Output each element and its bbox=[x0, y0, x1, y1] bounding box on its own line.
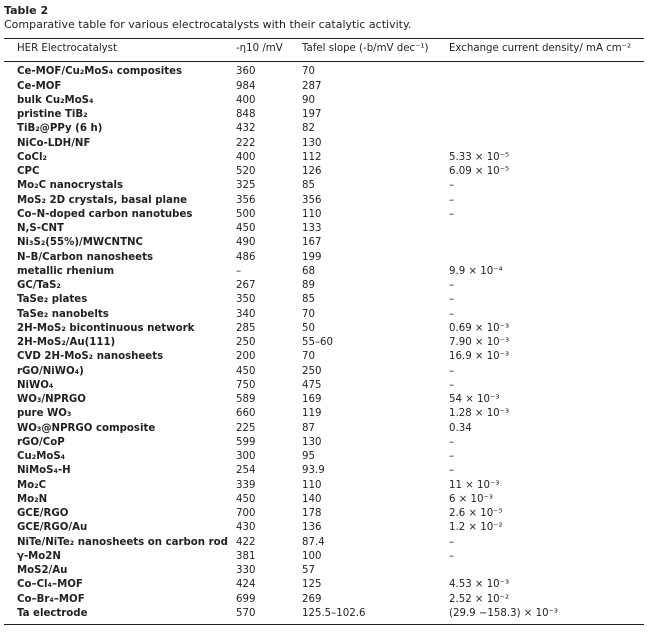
cell-catalyst: GCE/RGO/Au bbox=[17, 522, 88, 534]
cell-exchange-current bbox=[449, 108, 644, 122]
cell-catalyst: Ce-MOF/Cu₂MoS₄ composites bbox=[17, 66, 183, 78]
cell-exchange-current: – bbox=[449, 208, 455, 220]
cell-catalyst: Cu₂MoS₄ bbox=[17, 451, 66, 462]
cell-tafel-slope: 90 bbox=[302, 94, 315, 106]
table-row bbox=[4, 308, 644, 322]
cell-overpotential: 500 bbox=[236, 208, 256, 220]
cell-catalyst: N,S-CNT bbox=[17, 223, 64, 234]
cell-catalyst: TaSe₂ plates bbox=[17, 294, 88, 306]
cell-catalyst: CoCl₂ bbox=[17, 151, 47, 163]
cell-tafel-slope: 112 bbox=[302, 151, 322, 163]
cell-tafel-slope: 87.4 bbox=[302, 536, 325, 548]
cell-exchange-current: – bbox=[449, 451, 455, 462]
cell-exchange-current bbox=[449, 62, 644, 80]
cell-tafel-slope: 110 bbox=[302, 208, 322, 220]
cell-tafel-slope: 85 bbox=[302, 180, 315, 192]
cell-catalyst: Co–N-doped carbon nanotubes bbox=[17, 208, 193, 220]
cell-catalyst: GC/TaS₂ bbox=[17, 280, 61, 291]
cell-overpotential: 339 bbox=[236, 479, 256, 491]
cell-tafel-slope: 57 bbox=[302, 565, 315, 576]
cell-tafel-slope: 178 bbox=[302, 508, 322, 519]
electrocatalyst-table bbox=[4, 39, 644, 623]
header-catalyst: HER Electrocatalyst bbox=[4, 39, 236, 62]
cell-tafel-slope: 136 bbox=[302, 522, 322, 534]
cell-overpotential: 222 bbox=[236, 137, 256, 149]
table-row bbox=[4, 593, 644, 607]
cell-catalyst: NiWO₄ bbox=[17, 379, 54, 391]
cell-tafel-slope: 125.5–102.6 bbox=[302, 607, 366, 619]
cell-catalyst: Mo₂N bbox=[17, 493, 48, 505]
table-body bbox=[4, 62, 644, 623]
cell-overpotential: 432 bbox=[236, 123, 256, 135]
cell-exchange-current: 1.28 × 10⁻³ bbox=[449, 408, 510, 420]
cell-exchange-current: 9.9 × 10⁻⁴ bbox=[449, 265, 503, 277]
table-row bbox=[4, 550, 644, 564]
cell-overpotential: 225 bbox=[236, 422, 256, 434]
table-row bbox=[4, 236, 644, 250]
cell-exchange-current: 7.90 × 10⁻³ bbox=[449, 337, 510, 348]
cell-overpotential: 450 bbox=[236, 493, 256, 505]
cell-exchange-current bbox=[449, 80, 644, 94]
table-row bbox=[4, 450, 644, 464]
cell-tafel-slope: 93.9 bbox=[302, 465, 325, 477]
cell-overpotential: 984 bbox=[236, 80, 256, 92]
table-row bbox=[4, 464, 644, 478]
table-row bbox=[4, 407, 644, 421]
cell-tafel-slope: 269 bbox=[302, 593, 322, 605]
cell-overpotential: 330 bbox=[236, 565, 256, 576]
cell-exchange-current: 11 × 10⁻³ bbox=[449, 479, 500, 491]
cell-overpotential: 356 bbox=[236, 194, 256, 206]
cell-overpotential: 422 bbox=[236, 536, 256, 548]
cell-tafel-slope: 167 bbox=[302, 237, 322, 249]
cell-overpotential: 285 bbox=[236, 322, 256, 334]
cell-overpotential: 848 bbox=[236, 109, 256, 120]
cell-catalyst: Mo₂C nanocrystals bbox=[17, 180, 124, 192]
cell-tafel-slope: 356 bbox=[302, 194, 322, 206]
cell-overpotential: 340 bbox=[236, 308, 256, 320]
cell-exchange-current: (29.9 −158.3) × 10⁻³ bbox=[449, 607, 559, 619]
cell-tafel-slope: 197 bbox=[302, 109, 322, 120]
cell-overpotential: 430 bbox=[236, 522, 256, 534]
cell-overpotential: 200 bbox=[236, 351, 256, 363]
table-row bbox=[4, 94, 644, 108]
cell-overpotential: 325 bbox=[236, 180, 256, 192]
cell-catalyst: Co–Cl₄–MOF bbox=[17, 579, 83, 591]
cell-overpotential: 589 bbox=[236, 394, 256, 405]
cell-catalyst: MoS2/Au bbox=[17, 565, 68, 576]
table-row bbox=[4, 151, 644, 165]
cell-tafel-slope: 70 bbox=[302, 308, 315, 320]
cell-tafel-slope: 100 bbox=[302, 550, 322, 562]
cell-overpotential: 700 bbox=[236, 508, 256, 519]
table-row bbox=[4, 122, 644, 136]
cell-overpotential: 699 bbox=[236, 593, 256, 605]
cell-tafel-slope: 85 bbox=[302, 294, 315, 306]
cell-tafel-slope: 250 bbox=[302, 365, 322, 377]
table-row bbox=[4, 379, 644, 393]
cell-overpotential: 450 bbox=[236, 223, 256, 234]
cell-catalyst: GCE/RGO bbox=[17, 508, 69, 519]
header-row bbox=[4, 39, 644, 62]
table-row bbox=[4, 436, 644, 450]
cell-exchange-current: – bbox=[449, 308, 455, 320]
cell-overpotential: 300 bbox=[236, 451, 256, 462]
table-row bbox=[4, 521, 644, 535]
cell-exchange-current: – bbox=[449, 436, 455, 448]
cell-exchange-current: 0.69 × 10⁻³ bbox=[449, 322, 510, 334]
cell-tafel-slope: 95 bbox=[302, 451, 315, 462]
cell-tafel-slope: 475 bbox=[302, 379, 322, 391]
cell-overpotential: 250 bbox=[236, 337, 256, 348]
cell-exchange-current: 54 × 10⁻³ bbox=[449, 394, 500, 405]
cell-exchange-current: 5.33 × 10⁻⁵ bbox=[449, 151, 510, 163]
cell-overpotential: 400 bbox=[236, 151, 256, 163]
cell-catalyst: NiCo-LDH/NF bbox=[17, 137, 91, 149]
cell-catalyst: NiTe/NiTe₂ nanosheets on carbon rod bbox=[17, 536, 228, 548]
cell-catalyst: CPC bbox=[17, 166, 40, 177]
cell-exchange-current: 1.2 × 10⁻² bbox=[449, 522, 503, 534]
cell-tafel-slope: 169 bbox=[302, 394, 322, 405]
cell-catalyst: Co–Br₄–MOF bbox=[17, 593, 85, 605]
cell-catalyst: WO₃/NPRGO bbox=[17, 394, 86, 405]
table-row bbox=[4, 222, 644, 236]
cell-overpotential: 490 bbox=[236, 237, 256, 249]
table-header bbox=[4, 39, 644, 62]
cell-tafel-slope: 126 bbox=[302, 166, 322, 177]
cell-exchange-current: – bbox=[449, 379, 455, 391]
table-row bbox=[4, 279, 644, 293]
cell-exchange-current bbox=[449, 564, 644, 578]
table-row bbox=[4, 393, 644, 407]
cell-exchange-current: 6.09 × 10⁻⁵ bbox=[449, 166, 510, 177]
cell-overpotential: 520 bbox=[236, 166, 256, 177]
table-row bbox=[4, 578, 644, 592]
cell-tafel-slope: 119 bbox=[302, 408, 322, 420]
cell-catalyst: TaSe₂ nanobelts bbox=[17, 308, 109, 320]
cell-tafel-slope: 89 bbox=[302, 280, 315, 291]
cell-catalyst: pure WO₃ bbox=[17, 408, 72, 420]
cell-exchange-current: – bbox=[449, 180, 455, 192]
cell-overpotential: 424 bbox=[236, 579, 256, 591]
cell-exchange-current: – bbox=[449, 294, 455, 306]
cell-overpotential: 350 bbox=[236, 294, 256, 306]
cell-tafel-slope: 70 bbox=[302, 351, 315, 363]
table-row bbox=[4, 493, 644, 507]
cell-exchange-current: – bbox=[449, 280, 455, 291]
cell-tafel-slope: 55–60 bbox=[302, 337, 334, 348]
cell-exchange-current: 2.6 × 10⁻⁵ bbox=[449, 508, 503, 519]
table-row bbox=[4, 293, 644, 307]
cell-exchange-current bbox=[449, 94, 644, 108]
cell-tafel-slope: 199 bbox=[302, 251, 322, 263]
table-row bbox=[4, 179, 644, 193]
cell-overpotential: 486 bbox=[236, 251, 256, 263]
cell-tafel-slope: 130 bbox=[302, 436, 322, 448]
table-row bbox=[4, 365, 644, 379]
table-row bbox=[4, 336, 644, 350]
cell-exchange-current bbox=[449, 222, 644, 236]
cell-exchange-current: – bbox=[449, 550, 455, 562]
cell-exchange-current: 16.9 × 10⁻³ bbox=[449, 351, 510, 363]
table-row bbox=[4, 607, 644, 623]
cell-tafel-slope: 140 bbox=[302, 493, 322, 505]
cell-overpotential: 360 bbox=[236, 66, 256, 78]
table-row bbox=[4, 507, 644, 521]
cell-catalyst: Ta electrode bbox=[17, 607, 88, 619]
cell-exchange-current: 2.52 × 10⁻² bbox=[449, 593, 510, 605]
table-row bbox=[4, 564, 644, 578]
cell-tafel-slope: 87 bbox=[302, 422, 315, 434]
cell-exchange-current bbox=[449, 122, 644, 136]
table-caption: Comparative table for various electrocatalysts with their catalytic activity. bbox=[4, 18, 412, 31]
cell-overpotential: 599 bbox=[236, 436, 256, 448]
table-row bbox=[4, 194, 644, 208]
cell-exchange-current: 4.53 × 10⁻³ bbox=[449, 579, 510, 591]
table-row bbox=[4, 80, 644, 94]
cell-exchange-current bbox=[449, 251, 644, 265]
cell-tafel-slope: 287 bbox=[302, 80, 322, 92]
table-row bbox=[4, 350, 644, 364]
cell-tafel-slope: 130 bbox=[302, 137, 322, 149]
bottom-rule bbox=[4, 624, 644, 625]
cell-tafel-slope: 110 bbox=[302, 479, 322, 491]
table-row bbox=[4, 208, 644, 222]
cell-catalyst: WO₃@NPRGO composite bbox=[17, 422, 156, 434]
cell-overpotential: 400 bbox=[236, 94, 256, 106]
cell-catalyst: CVD 2H-MoS₂ nanosheets bbox=[17, 351, 164, 363]
cell-catalyst: Ce-MOF bbox=[17, 80, 62, 92]
cell-catalyst: 2H-MoS₂/Au(111) bbox=[17, 337, 116, 348]
cell-catalyst: TiB₂@PPy (6 h) bbox=[17, 123, 103, 135]
table-row bbox=[4, 536, 644, 550]
cell-exchange-current bbox=[449, 137, 644, 151]
cell-exchange-current: – bbox=[449, 194, 455, 206]
cell-catalyst: MoS₂ 2D crystals, basal plane bbox=[17, 194, 188, 206]
cell-overpotential: 570 bbox=[236, 607, 256, 619]
cell-catalyst: rGO/CoP bbox=[17, 436, 65, 448]
cell-catalyst: 2H-MoS₂ bicontinuous network bbox=[17, 322, 195, 334]
table-row bbox=[4, 108, 644, 122]
cell-catalyst: rGO/NiWO₄) bbox=[17, 365, 84, 377]
cell-exchange-current bbox=[449, 236, 644, 250]
table-figure bbox=[4, 0, 644, 625]
cell-exchange-current: 0.34 bbox=[449, 422, 472, 434]
cell-tafel-slope: 125 bbox=[302, 579, 322, 591]
table-label: Table 2 bbox=[4, 4, 49, 17]
cell-overpotential: 750 bbox=[236, 379, 256, 391]
cell-tafel-slope: 70 bbox=[302, 66, 315, 78]
cell-exchange-current: – bbox=[449, 536, 455, 548]
table-row bbox=[4, 251, 644, 265]
header-exchange-current: Exchange current density/ mA cm⁻² bbox=[449, 39, 644, 62]
table-row bbox=[4, 322, 644, 336]
table-row bbox=[4, 137, 644, 151]
cell-catalyst: bulk Cu₂MoS₄ bbox=[17, 94, 94, 106]
cell-exchange-current: – bbox=[449, 465, 455, 477]
table-row bbox=[4, 479, 644, 493]
header-overpotential: -η10 /mV bbox=[236, 39, 302, 62]
cell-catalyst: pristine TiB₂ bbox=[17, 109, 88, 120]
cell-catalyst: γ-Mo2N bbox=[17, 550, 61, 562]
cell-overpotential: 660 bbox=[236, 408, 256, 420]
cell-tafel-slope: 50 bbox=[302, 322, 315, 334]
table-row bbox=[4, 165, 644, 179]
cell-overpotential: 254 bbox=[236, 465, 256, 477]
cell-overpotential: 381 bbox=[236, 550, 256, 562]
cell-catalyst: Ni₃S₂(55%)/MWCNTNC bbox=[17, 237, 144, 249]
cell-catalyst: metallic rhenium bbox=[17, 265, 115, 277]
cell-catalyst: Mo₂C bbox=[17, 479, 47, 491]
table-row bbox=[4, 422, 644, 436]
cell-tafel-slope: 133 bbox=[302, 223, 322, 234]
cell-catalyst: NiMoS₄-H bbox=[17, 465, 71, 477]
cell-overpotential: 267 bbox=[236, 280, 256, 291]
header-tafel-slope: Tafel slope (-b/mV dec⁻¹) bbox=[302, 39, 449, 62]
cell-tafel-slope: 68 bbox=[302, 265, 315, 277]
cell-exchange-current: 6 × 10⁻³ bbox=[449, 493, 493, 505]
cell-tafel-slope: 82 bbox=[302, 123, 315, 135]
table-row bbox=[4, 62, 644, 80]
cell-overpotential: 450 bbox=[236, 365, 256, 377]
cell-catalyst: N–B/Carbon nanosheets bbox=[17, 251, 154, 263]
cell-exchange-current: – bbox=[449, 365, 455, 377]
cell-overpotential: – bbox=[236, 265, 242, 277]
table-row bbox=[4, 265, 644, 279]
